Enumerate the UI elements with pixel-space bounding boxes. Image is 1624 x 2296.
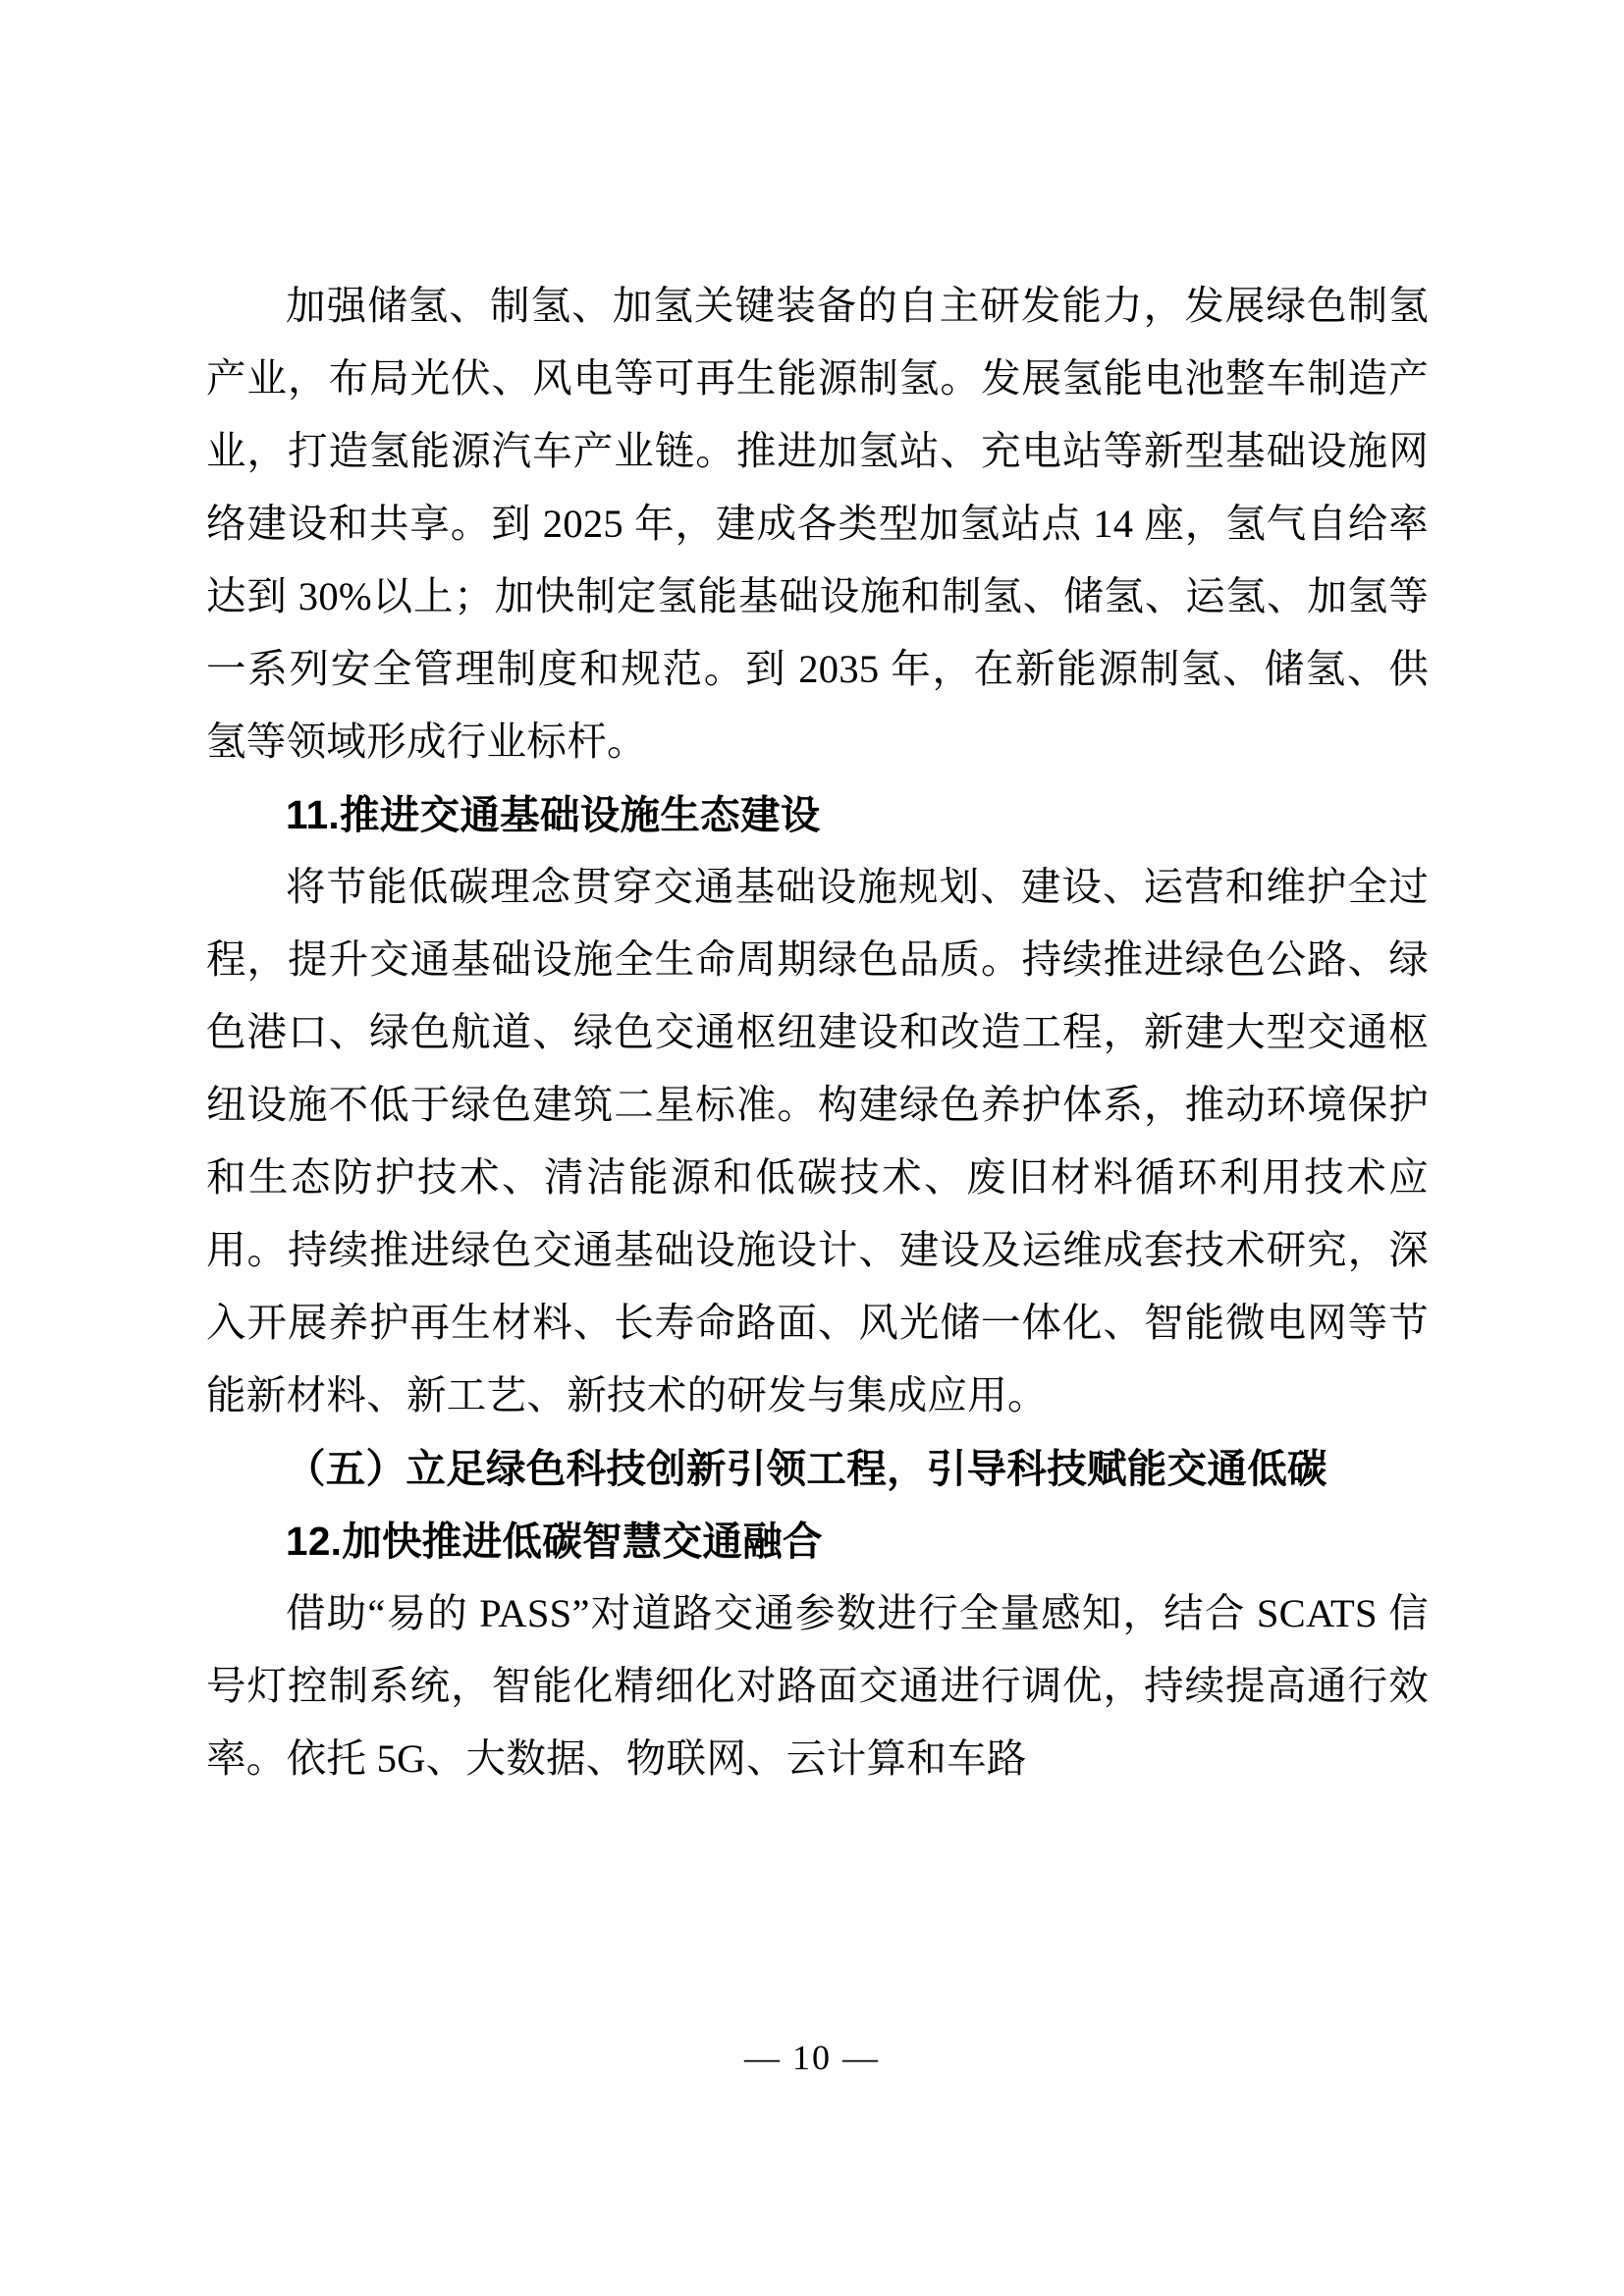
heading-11: 11.推进交通基础设施生态建设 [286,792,821,837]
heading-12: 12.加快推进低碳智慧交通融合 [286,1519,823,1564]
paragraph-smart-transport: 借助“易的 PASS”对道路交通参数进行全量感知，结合 SCATS 信号灯控制系统，智能化精细化对路面交通进行调优，持续提高通行效率。依托 5G、大数据、物联网、云计算和车路 [206,1591,1429,1781]
page-content [206,270,1429,1795]
page-number: — 10 — [744,2038,880,2077]
paragraph-green-infrastructure: 将节能低碳理念贯穿交通基础设施规划、建设、运营和维护全过程，提升交通基础设施全生命周期绿色品质。持续推进绿色公路、绿色港口、绿色航道、绿色交通枢纽建设和改造工程，新建大型交通枢纽设施不低于绿色建筑二星标准。构建绿色养护体系，推动环境保护和生态防护技术、清洁能源和低碳技术、废旧材料循环利用技术应用。持续推进绿色交通基础设施设计、建设及运维成套技术研究，深入开展养护再生材料、长寿命路面、风光储一体化、智能微电网等节能新材料、新工艺、新技术的研发与集成应用。 [206,865,1429,1417]
paragraph-hydrogen-equipment: 加强储氢、制氢、加氢关键装备的自主研发能力，发展绿色制氢产业，布局光伏、风电等可再生能源制氢。发展氢能电池整车制造产业，打造氢能源汽车产业链。推进加氢站、充电站等新型基础设施网络建设和共享。到 2025 年，建成各类型加氢站点 14 座，氢气自给率达到 30%以上；加快制定氢能基础设施和制氢、储氢、运氢、加氢等一系列安全管理制度和规范。到 2035 年，在新能源制氢、储氢、供氢等领域形成行业标杆。 [206,284,1429,764]
heading-section-five: （五）立足绿色科技创新引领工程，引导科技赋能交通低碳 [286,1446,1327,1491]
